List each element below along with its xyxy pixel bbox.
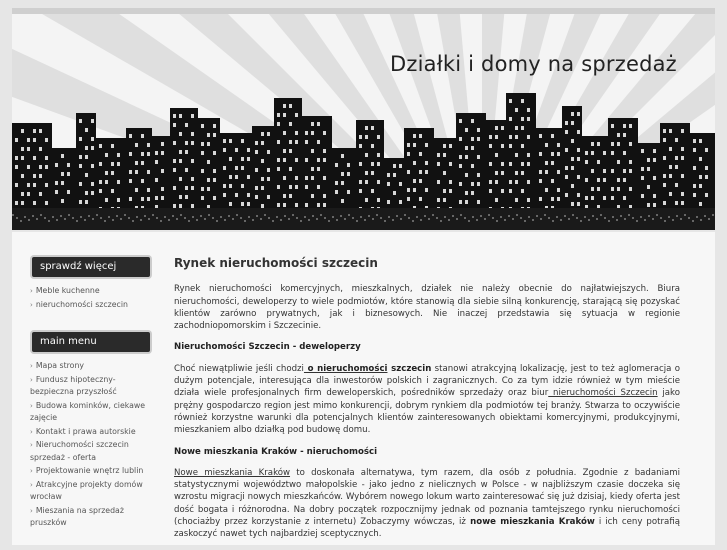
bold-text: szczecin — [387, 363, 432, 374]
chevron-right-icon: › — [30, 441, 33, 449]
post-paragraph: Rynek nieruchomości komercyjnych, mieszkalnych, działek nie należy obecnie do najłatwiejszych. Biura nieruchomości, deweloperzy to wiele podmiotów, które stanowią dla siebie silną konkurencję, starającą się pozyskać klientów zarówno prywatnych, jak i biznesowych. Nie inaczej przedstawia się sytuacja w regionie zachodniopomorskim i Szczecinie. — [174, 284, 680, 332]
sidebar-item[interactable] — [30, 465, 160, 478]
widget-title-more: sprawdź więcej — [32, 257, 150, 277]
site-title[interactable]: Działki i domy na sprzedaż — [390, 52, 677, 76]
chevron-right-icon: › — [30, 362, 33, 370]
sidebar-link[interactable]: Projektowanie wnętrz lublin — [35, 466, 144, 475]
sidebar-link[interactable]: nieruchomości szczecin — [35, 299, 128, 309]
sidebar-link[interactable]: Kontakt i prawa autorskie — [35, 426, 136, 436]
text: stanowi atrakcyjną lokalizację, jest to też aglomeracja o dużym potencjale, interesująca dla inwestorów polskich i zagranicznych. Co za tym idzie również w tym mieście działa wiele profesjonalnych firm deweloperskich, pośredników sprzedaży oraz biur — [174, 363, 680, 399]
sidebar-item[interactable] — [30, 374, 160, 399]
sidebar-link[interactable]: Mieszania na sprzedaż pruszków — [30, 505, 124, 527]
bold-text: nowe mieszkania Kraków — [465, 517, 595, 528]
post-title[interactable]: Rynek nieruchomości szczecin — [174, 256, 378, 270]
chevron-right-icon: › — [30, 401, 33, 410]
sidebar-item[interactable] — [30, 479, 160, 504]
sidebar-link[interactable]: Nieruchomości szczecin sprzedaż - oferta — [30, 440, 129, 462]
sidebar-link[interactable]: Meble kuchenne — [35, 286, 100, 295]
sidebar-item[interactable] — [30, 439, 160, 464]
chevron-right-icon: › — [30, 300, 33, 309]
widget-list-main-menu — [30, 360, 160, 530]
text: Choć niewątpliwie jeśli chodzi — [174, 363, 304, 374]
content-area — [12, 232, 715, 545]
chevron-right-icon: › — [30, 375, 33, 384]
sidebar-item[interactable] — [30, 285, 160, 298]
post-subheading: Nowe mieszkania Kraków - nieruchomości — [174, 446, 378, 457]
link-nieruchomosci-szczecin[interactable]: nieruchomości Szczecin — [548, 388, 658, 399]
skyline-banner — [12, 8, 715, 230]
post-subheading: Nieruchomości Szczecin - deweloperzy — [174, 342, 361, 353]
chevron-right-icon: › — [30, 506, 33, 515]
chevron-right-icon: › — [30, 427, 33, 436]
chevron-right-icon: › — [30, 467, 33, 475]
chevron-right-icon: › — [30, 480, 33, 489]
link-nowe-mieszkania-krakow[interactable]: Nowe mieszkania Kraków — [174, 467, 291, 478]
text: i ich ceny potrafią zaskoczyć nawet tych najbardziej sceptycznych. — [174, 517, 680, 540]
sidebar-item[interactable] — [30, 400, 160, 425]
chevron-right-icon: › — [30, 287, 33, 295]
sidebar-link[interactable]: Fundusz hipoteczny- bezpieczna przyszłość — [30, 374, 117, 396]
sidebar-item[interactable] — [30, 505, 160, 530]
site-header — [12, 8, 715, 230]
text: to doskonała alternatywa, tym razem, dla osób z południa. Zgodnie z badaniami statystycznymi województwo małopolskie - jako jedno z nielicznych w Polsce - w najbliższym czasie doczeka się wzrostu migracji nowych mieszkańców. Wybórem nowego lokum warto zainteresować się już dzisiaj, kiedy oferta jest dość bogata i różnorodna. Na dobry początek rozpocznijmy jednak od poznania tamtejszego rynku nieruchomości (chociażby przez korzystanie z internetu) Zobaczymy wówczas, iż — [174, 467, 680, 528]
sidebar-link[interactable]: Mapa strony — [35, 361, 85, 370]
text: jako prężny gospodarczo region jest mimo konkurencji, dobrym rynkiem dla podmiotów tej branży. Stwarza to oczywiście również korzystne warunki dla potencjalnych klientów zainteresowanych obiektami komercyjnymi, produkcyjnymi, mieszkaniem albo działką pod budowę domu. — [174, 388, 680, 436]
post-paragraph — [174, 363, 680, 437]
link-nieruchomosci[interactable]: o nieruchomości — [303, 363, 388, 374]
sidebar-link[interactable]: Atrakcyjne projekty domów wrocław — [30, 479, 143, 501]
sidebar-link[interactable]: Budowa kominków, ciekawe zajęcie — [30, 400, 146, 422]
sidebar-item[interactable] — [30, 360, 160, 373]
sidebar-item[interactable] — [30, 426, 160, 439]
sidebar — [30, 257, 160, 531]
main-content — [174, 257, 680, 550]
widget-title-main-menu: main menu — [32, 332, 150, 352]
sidebar-item[interactable] — [30, 299, 160, 312]
widget-list-more — [30, 285, 160, 311]
post-paragraph — [174, 467, 680, 541]
